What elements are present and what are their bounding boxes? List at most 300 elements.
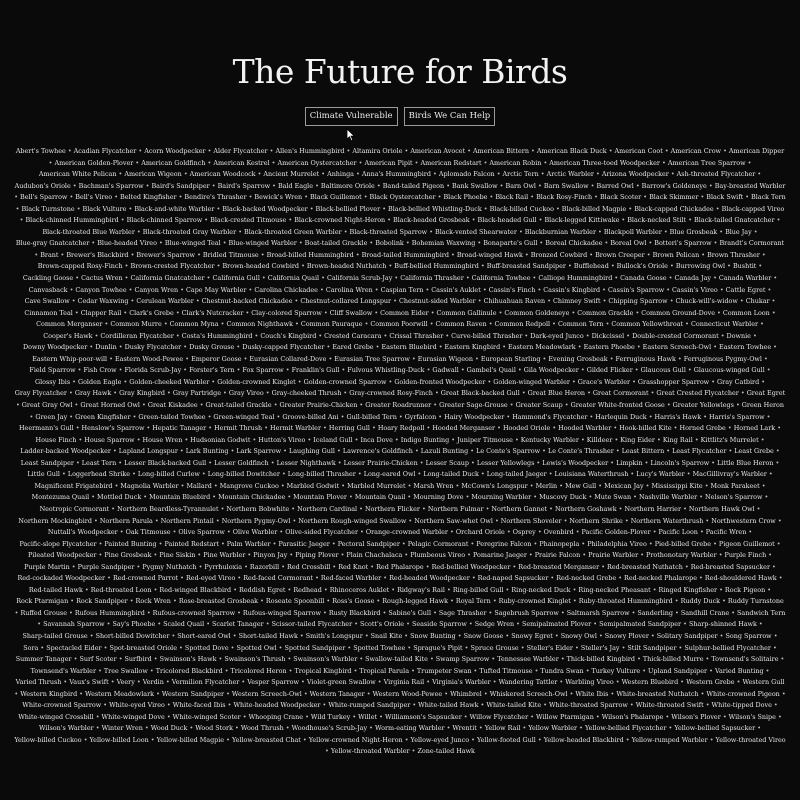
bird-name[interactable]: Ring-necked Pheasant xyxy=(578,585,651,594)
bird-name[interactable]: Chukar xyxy=(745,297,770,306)
bird-name[interactable]: Eastern Wood-Pewee xyxy=(114,354,184,363)
bird-name[interactable]: Golden-winged Warbler xyxy=(493,377,570,386)
bird-name[interactable]: Eurasian Tree Sparrow xyxy=(334,354,410,363)
bird-name[interactable]: Cedar Waxwing xyxy=(77,297,129,306)
bird-name[interactable]: Black-bellied Whistling-Duck xyxy=(388,204,482,213)
bird-name[interactable]: Green-winged Teal xyxy=(213,412,275,421)
bird-name[interactable]: Bushtit xyxy=(732,262,757,271)
bird-name[interactable]: Surf Scoter xyxy=(79,655,117,664)
bird-name[interactable]: Ancient Murrelet xyxy=(263,170,320,179)
bird-name[interactable]: American Bittern xyxy=(473,147,529,155)
bird-name[interactable]: Tufted Titmouse xyxy=(479,666,533,675)
bird-name[interactable]: Tundra Swan xyxy=(540,666,584,675)
bird-name[interactable]: Baird's Sandpiper xyxy=(151,181,210,190)
bird-name[interactable]: Spotted Towhee xyxy=(353,643,406,652)
bird-name[interactable]: Woodhouse's Scrub-Jay xyxy=(291,724,368,733)
bird-name[interactable]: Pectoral Sandpiper xyxy=(337,539,400,548)
bird-name[interactable]: Red Knot xyxy=(338,562,369,571)
bird-name[interactable]: White-throated Swift xyxy=(635,701,704,710)
bird-name[interactable]: Eastern Kingbird xyxy=(444,343,501,352)
bird-name[interactable]: Double-crested Cormorant xyxy=(632,331,719,340)
bird-name[interactable]: Lark Bunting xyxy=(185,447,229,456)
bird-name[interactable]: Hoary Redpoll xyxy=(377,424,425,433)
bird-name[interactable]: Great Horned Owl xyxy=(80,401,140,410)
bird-name[interactable]: Herring Gull xyxy=(328,424,370,433)
bird-name[interactable]: Henslow's Sparrow xyxy=(81,424,145,433)
bird-name[interactable]: Northern Shoveler xyxy=(500,516,562,525)
bird-name[interactable]: Anhinga xyxy=(327,170,354,179)
bird-name[interactable]: Rusty Blackbird xyxy=(328,608,381,617)
bird-name[interactable]: Long-billed Dowitcher xyxy=(207,470,280,479)
bird-name[interactable]: Purple Sandpiper xyxy=(77,562,135,571)
bird-name[interactable]: American White Pelican xyxy=(38,170,117,179)
bird-name[interactable]: Arctic Warbler xyxy=(546,170,594,179)
bird-name[interactable]: Green Kingfisher xyxy=(75,412,131,421)
bird-name[interactable]: Acadian Flycatcher xyxy=(73,147,137,155)
bird-name[interactable]: Northern Mockingbird xyxy=(18,516,92,525)
bird-name[interactable]: American Three-toed Woodpecker xyxy=(549,158,660,167)
bird-name[interactable]: MacGillivray's Warbler xyxy=(692,470,767,479)
bird-name[interactable]: Mountain Chickadee xyxy=(218,493,286,502)
bird-name[interactable]: Common Eider xyxy=(380,308,429,317)
bird-name[interactable]: Curve-billed Thrasher xyxy=(451,331,523,340)
bird-name[interactable]: Anna's Hummingbird xyxy=(361,170,431,179)
bird-name[interactable]: Hammond's Flycatcher xyxy=(512,412,588,421)
bird-name[interactable]: Ferruginous Hawk xyxy=(615,354,676,363)
bird-name[interactable]: Blue Grosbeak xyxy=(669,227,718,236)
bird-name[interactable]: Ruby-crowned Kinglet xyxy=(498,597,571,606)
bird-name[interactable]: Lazuli Bunting xyxy=(420,447,469,456)
bird-name[interactable]: Sulphur-bellied Flycatcher xyxy=(684,643,771,652)
bird-name[interactable]: Whiskered Screech-Owl xyxy=(489,689,568,698)
bird-name[interactable]: Boreal Owl xyxy=(610,239,647,248)
bird-name[interactable]: Virginia's Warbler xyxy=(432,678,491,687)
bird-name[interactable]: Swainson's Hawk xyxy=(159,655,217,664)
bird-name[interactable]: Common Goldeneye xyxy=(504,308,570,317)
bird-name[interactable]: Tennessee Warbler xyxy=(497,655,559,664)
bird-name[interactable]: Black-bellied Plover xyxy=(315,204,381,213)
bird-name[interactable]: Bank Swallow xyxy=(452,181,498,190)
bird-name[interactable]: Blackpoll Warbler xyxy=(603,227,662,236)
bird-name[interactable]: Glaucous Gull xyxy=(640,366,686,375)
bird-name[interactable]: Little Blue Heron xyxy=(717,458,774,467)
bird-name[interactable]: Scott's Oriole xyxy=(360,620,405,629)
bird-name[interactable]: Gyrfalcon xyxy=(404,412,437,421)
bird-name[interactable]: Brandt's Cormorant xyxy=(719,239,785,248)
bird-name[interactable]: Blue-winged Warbler xyxy=(228,239,297,248)
bird-name[interactable]: Whimbrel xyxy=(450,689,482,698)
bird-name[interactable]: Red-necked Phalarope xyxy=(624,574,697,583)
bird-name[interactable]: Bachman's Sparrow xyxy=(78,181,144,190)
bird-name[interactable]: American Pipit xyxy=(364,158,413,167)
bird-name[interactable]: Snowy Plover xyxy=(604,631,649,640)
bird-name[interactable]: Brown-headed Cowbird xyxy=(222,262,300,271)
bird-name[interactable]: Yellow-rumped Warbler xyxy=(631,735,708,744)
bird-name[interactable]: Upland Sandpiper xyxy=(648,666,708,675)
bird-name[interactable]: American Redstart xyxy=(420,158,482,167)
bird-name[interactable]: Botteri's Sparrow xyxy=(654,239,712,248)
bird-name[interactable]: Cassin's Vireo xyxy=(672,285,718,294)
bird-name[interactable]: Band-tailed Pigeon xyxy=(382,181,445,190)
bird-name[interactable]: California Gnatcatcher xyxy=(130,274,205,283)
bird-name[interactable]: Mew Gull xyxy=(565,481,597,490)
bird-name[interactable]: Common Redpoll xyxy=(494,320,551,329)
bird-name[interactable]: White-winged Crossbill xyxy=(18,712,94,721)
bird-name[interactable]: Cave Swallow xyxy=(24,297,70,306)
bird-name[interactable]: Juniper Titmouse xyxy=(457,435,513,444)
bird-name[interactable]: Bell's Vireo xyxy=(75,193,113,202)
bird-name[interactable]: Snail Kite xyxy=(370,631,403,640)
bird-name[interactable]: Hermit Warbler xyxy=(270,424,321,433)
bird-name[interactable]: Sedge Wren xyxy=(474,620,515,629)
bird-name[interactable]: Ring-necked Duck xyxy=(511,585,571,594)
bird-name[interactable]: American Golden-Plover xyxy=(54,158,134,167)
bird-name[interactable]: Stilt Sandpiper xyxy=(627,643,677,652)
bird-name[interactable]: Wilson's Plover xyxy=(671,712,721,721)
bird-name[interactable]: Kentucky Warbler xyxy=(520,435,579,444)
bird-name[interactable]: Hook-billed Kite xyxy=(619,424,672,433)
bird-name[interactable]: Canada Jay xyxy=(674,274,712,283)
bird-name[interactable]: Neotropic Cormorant xyxy=(39,504,110,513)
bird-name[interactable]: Great Crested Flycatcher xyxy=(656,389,739,398)
bird-name[interactable]: Cinnamon Teal xyxy=(24,308,73,317)
bird-name[interactable]: Northern Harrier xyxy=(624,504,682,513)
bird-name[interactable]: Swainson's Warbler xyxy=(293,655,358,664)
bird-name[interactable]: Common Tern xyxy=(557,320,604,329)
bird-name[interactable]: Black-throated Sparrow xyxy=(349,227,428,236)
bird-name[interactable]: American Wigeon xyxy=(124,170,182,179)
bird-name[interactable]: White-throated Sparrow xyxy=(549,701,628,710)
bird-name[interactable]: Northern Cardinal xyxy=(297,504,358,513)
bird-name[interactable]: Cape May Warbler xyxy=(186,285,247,294)
bird-name[interactable]: Vesper Sparrow xyxy=(247,678,299,687)
bird-name[interactable]: Long-tailed Duck xyxy=(423,470,479,479)
bird-name[interactable]: Long-tailed Jaeger xyxy=(486,470,547,479)
bird-name[interactable]: Magnificent Frigatebird xyxy=(34,481,113,490)
bird-name[interactable]: Cordilleran Flycatcher xyxy=(100,331,174,340)
bird-name[interactable]: Black-chinned Hummingbird xyxy=(25,216,119,225)
bird-name[interactable]: Northern Fulmar xyxy=(427,504,484,513)
bird-name[interactable]: White-headed Woodpecker xyxy=(233,701,321,710)
bird-name[interactable]: Common Gallinule xyxy=(436,308,497,317)
bird-name[interactable]: Eared Grebe xyxy=(332,343,374,352)
bird-name[interactable]: American Goldfinch xyxy=(141,158,206,167)
bird-name[interactable]: Semipalmated Plover xyxy=(521,620,592,629)
bird-name[interactable]: Cactus Wren xyxy=(81,274,123,283)
bird-name[interactable]: Redhead xyxy=(293,585,322,594)
bird-name[interactable]: Northern Rough-winged Swallow xyxy=(298,516,407,525)
bird-name[interactable]: Western Tanager xyxy=(309,689,365,698)
bird-name[interactable]: Varied Bunting xyxy=(714,666,764,675)
bird-name[interactable]: Least Bittern xyxy=(621,447,665,456)
bird-name[interactable]: Palm Warbler xyxy=(226,539,271,548)
bird-name[interactable]: Altamira Oriole xyxy=(352,147,403,155)
bird-name[interactable]: Red-crowned Parrot xyxy=(112,574,179,583)
bird-name[interactable]: Short-tailed Hawk xyxy=(238,631,298,640)
bird-name[interactable]: Canada Warbler xyxy=(718,274,772,283)
bird-name[interactable]: Crested Caracara xyxy=(324,331,382,340)
bird-name[interactable]: Arctic Tern xyxy=(502,170,539,179)
bird-name[interactable]: McCown's Longspur xyxy=(461,481,528,490)
bird-name[interactable]: White-winged Scoter xyxy=(172,712,241,721)
bird-name[interactable]: Snowy Owl xyxy=(560,631,597,640)
bird-name[interactable]: American Tree Sparrow xyxy=(667,158,746,167)
bird-name[interactable]: Ringed Kingfisher xyxy=(658,585,718,594)
bird-name[interactable]: Yellow Rail xyxy=(484,724,521,733)
bird-name[interactable]: Downie xyxy=(726,331,751,340)
bird-name[interactable]: Golden-crowned Kinglet xyxy=(217,377,296,386)
bird-name[interactable]: Common Merganser xyxy=(36,320,103,329)
bird-name[interactable]: Evening Grosbeak xyxy=(548,354,608,363)
bird-name[interactable]: Snow Bunting xyxy=(410,631,456,640)
bird-name[interactable]: Sage Thrasher xyxy=(438,608,487,617)
bird-name[interactable]: Blackburnian Warbler xyxy=(524,227,596,236)
bird-name[interactable]: Black-capped Vireo xyxy=(721,204,785,213)
bird-name[interactable]: Dusky Grouse xyxy=(189,343,235,352)
bird-name[interactable]: Sora xyxy=(23,643,39,652)
bird-name[interactable]: Ash-throated Flycatcher xyxy=(676,170,756,179)
bird-name[interactable]: Common Raven xyxy=(435,320,487,329)
bird-name[interactable]: Great-tailed Grackle xyxy=(205,401,272,410)
bird-name[interactable]: Western Sandpiper xyxy=(161,689,225,698)
bird-name[interactable]: Eastern Bluebird xyxy=(381,343,437,352)
bird-name[interactable]: Common Ground-Dove xyxy=(641,308,715,317)
bird-name[interactable]: Green Heron xyxy=(741,401,785,410)
bird-name[interactable]: House Wren xyxy=(142,435,183,444)
bird-name[interactable]: Brewer's Sparrow xyxy=(136,250,196,259)
bird-name[interactable]: Le Conte's Thrasher xyxy=(548,447,614,456)
bird-name[interactable]: Heermann's Gull xyxy=(18,424,74,433)
bird-name[interactable]: Red-breasted Merganser xyxy=(518,562,600,571)
bird-name[interactable]: Scaled Quail xyxy=(163,620,205,629)
bird-name[interactable]: Wilson's Warbler xyxy=(38,724,94,733)
bird-name[interactable]: Wilson's Snipe xyxy=(728,712,776,721)
bird-name[interactable]: Red-breasted Nuthatch xyxy=(607,562,683,571)
bird-name[interactable]: Wood Duck xyxy=(150,724,188,733)
bird-name[interactable]: Gray Vireo xyxy=(228,389,264,398)
bird-name[interactable]: Bufflehead xyxy=(573,262,609,271)
bird-name[interactable]: Pied-billed Grebe xyxy=(654,539,712,548)
bird-name[interactable]: Burrowing Owl xyxy=(675,262,726,271)
bird-name[interactable]: Piping Plover xyxy=(295,551,339,560)
bird-name[interactable]: Golden-fronted Woodpecker xyxy=(394,377,486,386)
bird-name[interactable]: Saltmarsh Sparrow xyxy=(566,608,630,617)
bird-name[interactable]: Willow Flycatcher xyxy=(469,712,529,721)
bird-name[interactable]: Barn Swallow xyxy=(543,181,589,190)
bird-name[interactable]: Bewick's Wren xyxy=(254,193,303,202)
bird-name[interactable]: Olive Warbler xyxy=(232,528,278,537)
bird-name[interactable]: Winter Wren xyxy=(101,724,143,733)
bird-name[interactable]: Sprague's Pipit xyxy=(413,643,463,652)
bird-name[interactable]: Sanderling xyxy=(637,608,673,617)
bird-name[interactable]: Ruffed Grouse xyxy=(20,608,67,617)
bird-name[interactable]: Gray-cheeked Thrush xyxy=(271,389,342,398)
bird-name[interactable]: American Avocet xyxy=(410,147,466,155)
bird-name[interactable]: Bridled Titmouse xyxy=(202,250,259,259)
bird-name[interactable]: Mangrove Cuckoo xyxy=(219,481,279,490)
bird-name[interactable]: Yellow-throated Warbler xyxy=(330,747,410,756)
bird-name[interactable]: Wandering Tattler xyxy=(498,678,558,687)
bird-name[interactable]: Dusky-capped Flycatcher xyxy=(242,343,325,352)
bird-name[interactable]: Emperor Goose xyxy=(191,354,242,363)
bird-name[interactable]: Common Yellowthroat xyxy=(611,320,684,329)
bird-name[interactable]: Black Rosy-Finch xyxy=(536,193,593,202)
bird-name[interactable]: California Quail xyxy=(267,274,320,283)
bird-name[interactable]: Scarlet Tanager xyxy=(212,620,264,629)
bird-name[interactable]: Black Oystercatcher xyxy=(369,193,436,202)
bird-name[interactable]: Pacific Wren xyxy=(705,528,747,537)
bird-name[interactable]: Glossy Ibis xyxy=(34,377,71,386)
bird-name[interactable]: Bonaparte's Gull xyxy=(483,239,538,248)
bird-name[interactable]: Buff-breasted Sandpiper xyxy=(486,262,566,271)
bird-name[interactable]: Black-and-white Warbler xyxy=(134,204,215,213)
bird-name[interactable]: Plumbeous Vireo xyxy=(410,551,466,560)
bird-name[interactable]: Great Black-backed Gull xyxy=(440,389,520,398)
bird-name[interactable]: Black Rail xyxy=(495,193,529,202)
bird-name[interactable]: American Woodcock xyxy=(189,170,256,179)
bird-name[interactable]: Common Pauraque xyxy=(300,320,363,329)
bird-name[interactable]: Pacific Golden-Plover xyxy=(581,528,651,537)
bird-name[interactable]: Zone-tailed Hawk xyxy=(417,747,475,756)
bird-name[interactable]: Gila Woodpecker xyxy=(523,366,579,375)
bird-name[interactable]: Yellow-bellied Flycatcher xyxy=(584,724,667,733)
bird-name[interactable]: Western Screech-Owl xyxy=(231,689,302,698)
bird-name[interactable]: Spruce Grouse xyxy=(470,643,519,652)
bird-name[interactable]: White-tailed Kite xyxy=(486,701,542,710)
bird-name[interactable]: Wrentit xyxy=(452,724,477,733)
bird-name[interactable]: Red-cockaded Woodpecker xyxy=(17,574,106,583)
bird-name[interactable]: Forster's Tern xyxy=(189,366,235,375)
bird-name[interactable]: Yellow-headed Blackbird xyxy=(543,735,624,744)
bird-name[interactable]: Fish Crow xyxy=(83,366,117,375)
bird-name[interactable]: Hepatic Tanager xyxy=(152,424,207,433)
bird-name[interactable]: Western Meadowlark xyxy=(85,689,155,698)
bird-name[interactable]: King Rail xyxy=(662,435,693,444)
bird-name[interactable]: Northern Waterthrush xyxy=(630,516,704,525)
bird-name[interactable]: Gadwall xyxy=(432,366,459,375)
bird-name[interactable]: Field Sparrow xyxy=(29,366,76,375)
bird-name[interactable]: White-crowned Sparrow xyxy=(22,701,102,710)
bird-name[interactable]: Western Kingbird xyxy=(20,689,78,698)
bird-name[interactable]: Mallard xyxy=(186,481,212,490)
bird-name[interactable]: Ross's Goose xyxy=(332,597,375,606)
bird-name[interactable]: Cassin's Finch xyxy=(488,285,536,294)
bird-name[interactable]: Red-faced Cormorant xyxy=(243,574,314,583)
bird-name[interactable]: Yellow-footed Gull xyxy=(476,735,536,744)
bird-name[interactable]: Snow Goose xyxy=(463,631,504,640)
bird-name[interactable]: Red Crossbill xyxy=(287,562,331,571)
bird-name[interactable]: Muscovy Duck xyxy=(539,493,587,502)
bird-name[interactable]: Boreal Chickadee xyxy=(545,239,603,248)
bird-name[interactable]: Osprey xyxy=(512,528,536,537)
bird-name[interactable]: Broad-winged Hawk xyxy=(456,250,523,259)
bird-name[interactable]: Least Flycatcher xyxy=(672,447,727,456)
bird-name[interactable]: Pinyon Jay xyxy=(253,551,288,560)
bird-name[interactable]: Black-vented Shearwater xyxy=(435,227,517,236)
bird-name[interactable]: Little Gull xyxy=(27,470,60,479)
bird-name[interactable]: Lesser Yellowlegs xyxy=(476,458,535,467)
bird-name[interactable]: Gull-billed Tern xyxy=(346,412,397,421)
bird-name[interactable]: Willow Ptarmigan xyxy=(536,712,594,721)
bird-name[interactable]: Yellow-billed Magpie xyxy=(156,735,225,744)
bird-name[interactable]: Black-headed Grosbeak xyxy=(393,216,470,225)
bird-name[interactable]: Ferruginous Pygmy-Owl xyxy=(683,354,762,363)
bird-name[interactable]: Painted Redstart xyxy=(164,539,219,548)
bird-name[interactable]: Black Guillemot xyxy=(310,193,362,202)
bird-name[interactable]: Wood Stork xyxy=(195,724,233,733)
bird-name[interactable]: Red-shouldered Hawk xyxy=(704,574,777,583)
bird-name[interactable]: Killdeer xyxy=(586,435,613,444)
bird-name[interactable]: Carolina Wren xyxy=(325,285,373,294)
bird-name[interactable]: Pigeon Guillemot xyxy=(718,539,775,548)
bird-name[interactable]: Common Murre xyxy=(110,320,162,329)
bird-name[interactable]: Blue Jay xyxy=(725,227,752,236)
bird-name[interactable]: Tricolored Blackbird xyxy=(155,666,223,675)
bird-name[interactable]: Brown-crested Flycatcher xyxy=(130,262,215,271)
bird-name[interactable]: Tropical Kingbird xyxy=(294,666,352,675)
bird-name[interactable]: Lesser Prairie-Chicken xyxy=(343,458,418,467)
bird-name[interactable]: Willet xyxy=(358,712,378,721)
bird-name[interactable]: Snowy Egret xyxy=(511,631,553,640)
bird-name[interactable]: Say's Phoebe xyxy=(112,620,156,629)
bird-name[interactable]: Pelagic Cormorant xyxy=(407,539,469,548)
bird-name[interactable]: Least Sandpiper xyxy=(20,458,74,467)
bird-name[interactable]: Red-breasted Sapsucker xyxy=(690,562,770,571)
bird-name[interactable]: Mute Swan xyxy=(594,493,632,502)
bird-name[interactable]: Arizona Woodpecker xyxy=(601,170,669,179)
bird-name[interactable]: Royal Tern xyxy=(455,597,491,606)
bird-name[interactable]: Chestnut-backed Chickadee xyxy=(201,297,293,306)
bird-name[interactable]: Brewer's Blackbird xyxy=(66,250,129,259)
bird-name[interactable]: Northern Bobwhite xyxy=(226,504,290,513)
bird-name[interactable]: Black-capped Chickadee xyxy=(634,204,714,213)
bird-name[interactable]: Lincoln's Sparrow xyxy=(650,458,710,467)
bird-name[interactable]: Common Nighthawk xyxy=(226,320,293,329)
bird-name[interactable]: Brown-capped Rosy-Finch xyxy=(37,262,123,271)
bird-name[interactable]: Common Grackle xyxy=(577,308,634,317)
bird-name[interactable]: Bald Eagle xyxy=(277,181,314,190)
bird-name[interactable]: Orange-crowned Warbler xyxy=(365,528,448,537)
bird-name[interactable]: House Sparrow xyxy=(84,435,135,444)
bird-name[interactable]: Aplomado Falcon xyxy=(438,170,495,179)
bird-name[interactable]: Broad-tailed Hummingbird xyxy=(361,250,449,259)
bird-name[interactable]: Black Turnstone xyxy=(21,204,75,213)
bird-name[interactable]: Merlin xyxy=(535,481,558,490)
bird-name[interactable]: Great Kiskadee xyxy=(147,401,198,410)
bird-name[interactable]: Least Tern xyxy=(81,458,117,467)
bird-name[interactable]: Glaucous-winged Gull xyxy=(693,366,765,375)
bird-name[interactable]: Swamp Sparrow xyxy=(435,655,490,664)
bird-name[interactable]: Hooded Oriole xyxy=(502,424,551,433)
bird-name[interactable]: Louisiana Waterthrush xyxy=(554,470,629,479)
bird-name[interactable]: Steller's Jay xyxy=(580,643,620,652)
bird-name[interactable]: Tree Swallow xyxy=(103,666,148,675)
bird-name[interactable]: Golden-crowned Sparrow xyxy=(303,377,387,386)
bird-name[interactable]: Gray-crowned Rosy-Finch xyxy=(349,389,433,398)
bird-name[interactable]: Brown Creeper xyxy=(595,250,645,259)
bird-name[interactable]: Black-backed Woodpecker xyxy=(222,204,308,213)
bird-name[interactable]: Canvasback xyxy=(28,285,68,294)
bird-name[interactable]: Montezuma Quail xyxy=(31,493,90,502)
bird-name[interactable]: Chihuahuan Raven xyxy=(483,297,546,306)
bird-name[interactable]: Brown-headed Nuthatch xyxy=(306,262,387,271)
bird-name[interactable]: Black-crowned Night-Heron xyxy=(294,216,386,225)
bird-name[interactable]: California Towhee xyxy=(471,274,531,283)
bird-name[interactable]: Rock Wren xyxy=(135,597,171,606)
bird-name[interactable]: Williamson's Sapsucker xyxy=(384,712,462,721)
bird-name[interactable]: Marbled Murrelet xyxy=(347,481,406,490)
bird-name[interactable]: Rose-breasted Grosbeak xyxy=(178,597,259,606)
